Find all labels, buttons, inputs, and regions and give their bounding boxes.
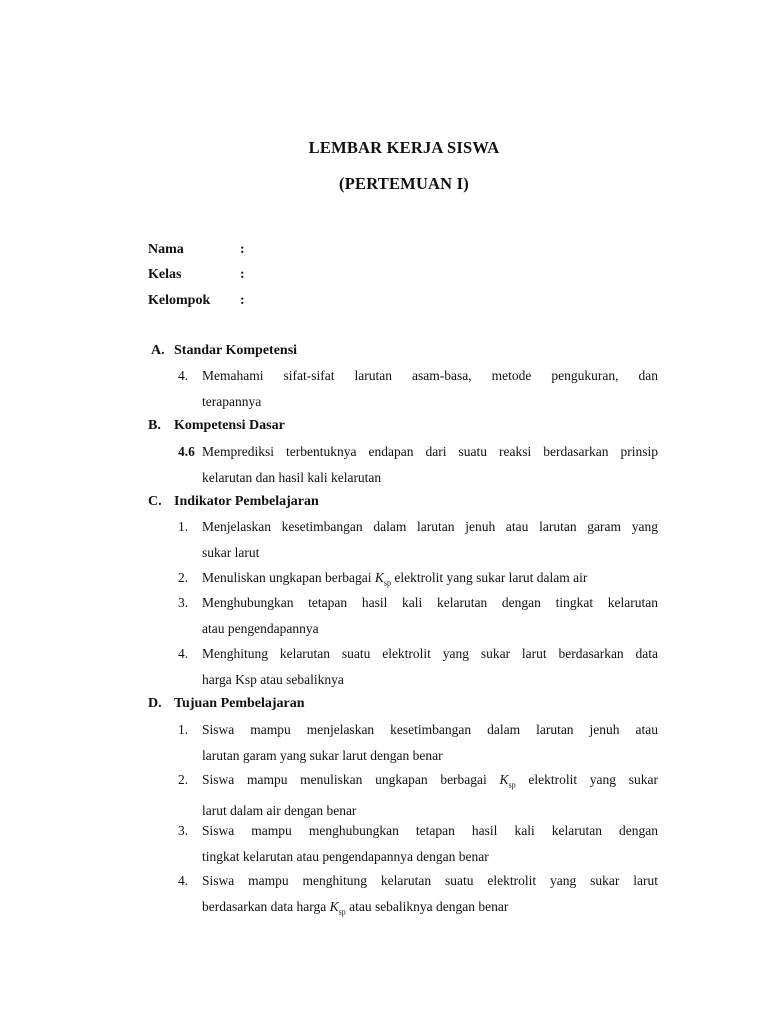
field-label: Kelas bbox=[148, 267, 182, 282]
field-colon: : bbox=[240, 293, 245, 308]
section-letter: C. bbox=[148, 494, 162, 509]
section-letter: D. bbox=[148, 696, 162, 711]
item-line: Memprediksi terbentuknya endapan dari suatu reaksi berdasarkan prinsip bbox=[202, 444, 658, 459]
section-letter: A. bbox=[151, 343, 165, 358]
list-number: 1. bbox=[178, 519, 189, 534]
list-item bbox=[202, 641, 658, 692]
list-item bbox=[202, 514, 658, 565]
item-text: atau sebaliknya dengan benar bbox=[345, 898, 509, 914]
item-line: Siswa mampu menghubungkan tetapan hasil kali kelarutan dengan bbox=[202, 823, 658, 838]
item-line: atau pengendapannya bbox=[202, 620, 319, 636]
item-line: Menghubungkan tetapan hasil kali kelarutan dengan tingkat kelarutan bbox=[202, 595, 658, 610]
item-line bbox=[202, 767, 658, 798]
ksp-subscript: sp bbox=[383, 578, 391, 588]
list-item bbox=[202, 818, 658, 869]
list-number: 3. bbox=[178, 595, 189, 610]
item-text: elektrolit yang sukar larut dalam air bbox=[390, 570, 588, 585]
item-text: elektrolit yang sukar bbox=[515, 772, 658, 787]
item-line: harga Ksp atau sebaliknya bbox=[202, 671, 344, 687]
field-kelompok bbox=[148, 293, 245, 309]
list-item bbox=[202, 717, 658, 768]
field-nama bbox=[148, 242, 245, 258]
ksp-symbol bbox=[329, 898, 346, 917]
field-label: Nama bbox=[148, 242, 184, 257]
item-line: Memahami sifat-sifat larutan asam-basa, metode pengukuran, dan bbox=[202, 368, 658, 383]
page-title: LEMBAR KERJA SISWA bbox=[308, 138, 500, 157]
section-letter: B. bbox=[148, 418, 161, 433]
section-c-heading bbox=[148, 494, 319, 510]
section-title: Tujuan Pembelajaran bbox=[174, 696, 305, 711]
item-text: berdasarkan data harga bbox=[202, 898, 330, 914]
ksp-symbol bbox=[374, 570, 391, 588]
item-line: larut dalam air dengan benar bbox=[202, 803, 357, 819]
list-number: 3. bbox=[178, 823, 189, 838]
item-line: sukar larut bbox=[202, 544, 260, 560]
section-title: Indikator Pembelajaran bbox=[174, 494, 319, 509]
item-text: Menuliskan ungkapan berbagai bbox=[202, 570, 375, 585]
field-colon: : bbox=[240, 267, 245, 282]
section-title: Standar Kompetensi bbox=[174, 343, 298, 358]
field-kelas bbox=[148, 267, 245, 283]
list-number: 1. bbox=[178, 722, 189, 737]
item-line: larutan garam yang sukar larut dengan benar bbox=[202, 747, 443, 763]
item-line: Siswa mampu menghitung kelarutan suatu elektrolit yang sukar larut bbox=[202, 873, 658, 888]
list-item bbox=[202, 767, 658, 824]
section-d-heading bbox=[148, 696, 305, 712]
list-item bbox=[202, 868, 658, 925]
ksp-symbol bbox=[499, 772, 516, 790]
item-line: terapannya bbox=[202, 393, 262, 409]
item-line: kelarutan dan hasil kali kelarutan bbox=[202, 469, 382, 485]
page-subtitle: (PERTEMUAN I) bbox=[339, 174, 469, 193]
list-item bbox=[202, 590, 658, 641]
section-b-heading bbox=[148, 418, 285, 434]
ksp-subscript: sp bbox=[508, 780, 516, 790]
list-item bbox=[202, 363, 658, 414]
field-label: Kelompok bbox=[148, 293, 211, 308]
list-number: 4. bbox=[178, 873, 189, 888]
list-number: 4. bbox=[178, 646, 189, 661]
item-text: Siswa mampu menuliskan ungkapan berbagai bbox=[202, 772, 500, 787]
item-line: Menjelaskan kesetimbangan dalam larutan jenuh atau larutan garam yang bbox=[202, 519, 658, 534]
list-number: 2. bbox=[178, 570, 189, 585]
item-line: Siswa mampu menjelaskan kesetimbangan dalam larutan jenuh atau bbox=[202, 722, 658, 737]
item-line bbox=[202, 894, 658, 925]
list-item bbox=[202, 439, 658, 490]
section-a-heading bbox=[151, 343, 298, 359]
list-number: 2. bbox=[178, 772, 189, 787]
ksp-k: K bbox=[499, 772, 509, 787]
ksp-k: K bbox=[329, 898, 339, 914]
ksp-k: K bbox=[374, 570, 384, 585]
item-line: Menghitung kelarutan suatu elektrolit yang sukar larut berdasarkan data bbox=[202, 646, 658, 661]
field-colon: : bbox=[240, 242, 245, 257]
list-number: 4.6 bbox=[178, 444, 195, 459]
section-title: Kompetensi Dasar bbox=[174, 418, 285, 433]
list-number: 4. bbox=[178, 368, 189, 383]
ksp-subscript: sp bbox=[338, 907, 346, 917]
item-line: tingkat kelarutan atau pengendapannya dengan benar bbox=[202, 848, 489, 864]
